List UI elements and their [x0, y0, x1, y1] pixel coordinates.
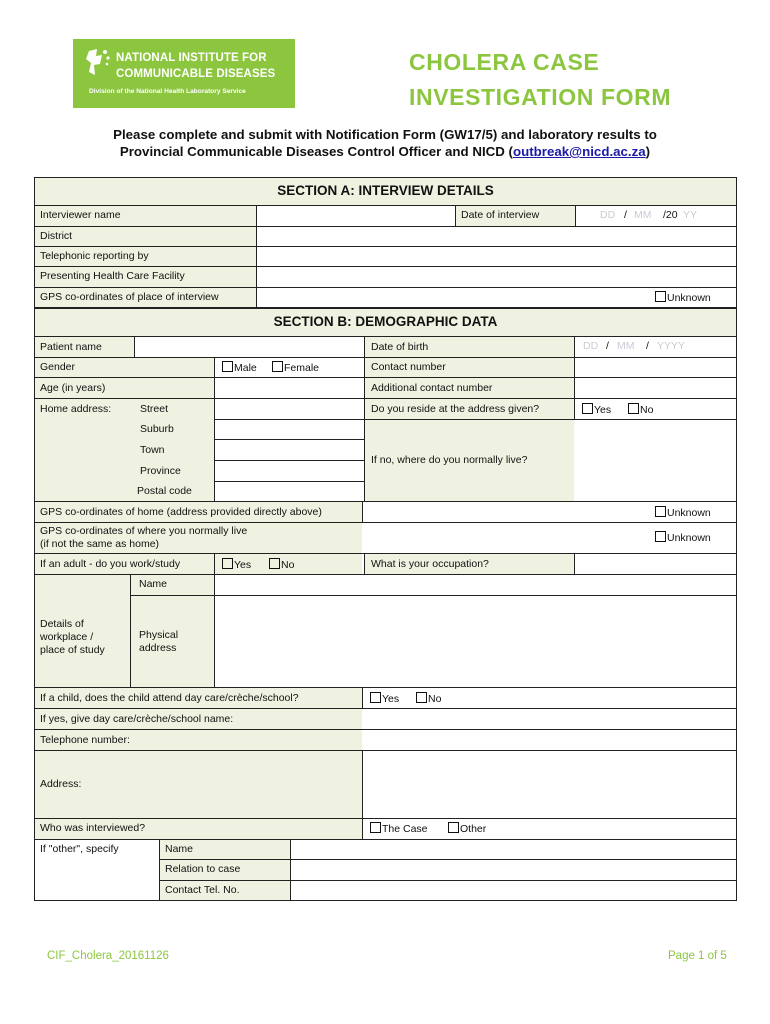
other-name-label: Name [165, 843, 194, 855]
other-label: Other [460, 823, 487, 835]
date-of-interview-field[interactable] [576, 206, 736, 226]
the-case-checkbox[interactable] [370, 822, 381, 833]
logo-line-1: NATIONAL INSTITUTE FOR [116, 52, 267, 64]
child-daycare-label: If a child, does the child attend day care/crèche/school? [40, 692, 299, 704]
details-workplace-label-3: place of study [40, 644, 105, 656]
interviewer-name-label: Interviewer name [40, 209, 121, 221]
telephonic-reporting-field[interactable] [257, 247, 736, 266]
date-yy-placeholder: YY [683, 209, 698, 221]
date-of-interview-label: Date of interview [461, 209, 540, 221]
street-label: Street [140, 403, 169, 415]
patient-name-label: Patient name [40, 341, 102, 353]
age-label: Age (in years) [40, 382, 106, 394]
gender-male-option[interactable] [222, 361, 257, 374]
contact-tel-label: Contact Tel. No. [165, 884, 240, 896]
reside-question-label: Do you reside at the address given? [371, 403, 540, 415]
reside-yes-label: Yes [594, 404, 612, 416]
female-checkbox[interactable] [272, 361, 283, 372]
section-a-title: SECTION A: INTERVIEW DETAILS [277, 183, 494, 198]
gps-home-unknown[interactable] [655, 506, 711, 519]
workplace-name-field[interactable] [215, 575, 736, 595]
dob-field[interactable] [575, 337, 736, 357]
suburb-label: Suburb [140, 423, 174, 435]
town-field[interactable] [215, 440, 364, 460]
patient-name-field[interactable] [135, 337, 364, 357]
daycare-address-label: Address: [40, 778, 82, 790]
home-address-label: Home address: [40, 403, 112, 415]
interviewer-name-field[interactable] [257, 206, 454, 226]
logo-line-3: Division of the National Health Laboratory Service [89, 88, 246, 95]
details-workplace-label-2: workplace / [40, 631, 94, 643]
daycare-yes-label: Yes [382, 693, 400, 705]
adult-work-label: If an adult - do you work/study [40, 558, 181, 570]
physical-address-label-2: address [139, 642, 177, 654]
date-separator: / [624, 209, 627, 221]
details-workplace-label-1: Details of [40, 618, 84, 630]
suburb-field[interactable] [215, 420, 364, 439]
contact-tel-field[interactable] [291, 881, 736, 900]
age-field[interactable] [215, 378, 364, 398]
province-label: Province [140, 465, 181, 477]
telephone-field[interactable] [363, 730, 736, 750]
nicd-logo [73, 39, 295, 108]
gps-home-unknown-checkbox[interactable] [655, 506, 666, 517]
gps-home-unknown-label: Unknown [667, 507, 711, 519]
daycare-address-field[interactable] [363, 751, 736, 818]
presenting-facility-label: Presenting Health Care Facility [40, 270, 185, 282]
daycare-yes-checkbox[interactable] [370, 692, 381, 703]
gps-home-field[interactable] [363, 502, 643, 522]
reside-yes-checkbox[interactable] [582, 403, 593, 414]
telephonic-reporting-label: Telephonic reporting by [40, 250, 149, 262]
other-option[interactable] [448, 822, 486, 835]
additional-contact-label: Additional contact number [371, 382, 493, 394]
dob-dd-placeholder: DD [583, 340, 599, 352]
work-no-label: No [281, 559, 295, 571]
daycare-no-option[interactable] [416, 692, 441, 705]
presenting-facility-field[interactable] [257, 267, 736, 287]
intro-line-2 [0, 144, 770, 159]
male-label: Male [234, 362, 257, 374]
gps-live-label-2: (if not the same as home) [40, 538, 160, 550]
intro-line-2-text: Provincial Communicable Diseases Control Officer and NICD ( [119, 144, 513, 159]
gps-live-unknown-checkbox[interactable] [655, 531, 666, 542]
gps-interview-label: GPS co-ordinates of place of interview [40, 291, 219, 303]
gps-interview-field[interactable] [257, 288, 647, 307]
work-no-option[interactable] [269, 558, 294, 571]
unknown-label: Unknown [667, 292, 711, 304]
date-dd-placeholder: DD [600, 209, 616, 221]
physical-address-label-1: Physical [139, 629, 179, 641]
gps-interview-unknown[interactable] [655, 291, 711, 304]
dob-mm-placeholder: MM [617, 340, 635, 352]
section-b-title: SECTION B: DEMOGRAPHIC DATA [273, 314, 498, 329]
postal-code-field[interactable] [215, 482, 364, 501]
reside-no-option[interactable] [628, 403, 653, 416]
intro-line-2-close: ) [645, 144, 651, 159]
logo-line-2: COMMUNICABLE DISEASES [116, 68, 276, 80]
reside-no-checkbox[interactable] [628, 403, 639, 414]
work-yes-checkbox[interactable] [222, 558, 233, 569]
nicd-logo-icon [83, 47, 113, 79]
daycare-name-label: If yes, give day care/crèche/school name: [40, 713, 234, 725]
other-checkbox[interactable] [448, 822, 459, 833]
town-label: Town [140, 444, 165, 456]
work-no-checkbox[interactable] [269, 558, 280, 569]
province-field[interactable] [215, 461, 364, 481]
dob-separator-2: / [646, 340, 649, 352]
reside-yes-option[interactable] [582, 403, 611, 416]
form-title-line-2: INVESTIGATION FORM [409, 84, 672, 110]
daycare-no-checkbox[interactable] [416, 692, 427, 703]
additional-contact-field[interactable] [575, 378, 736, 398]
street-field[interactable] [215, 399, 364, 419]
normally-live-field[interactable] [575, 420, 736, 501]
reside-no-label: No [640, 404, 654, 416]
normally-live-label: If no, where do you normally live? [371, 454, 528, 466]
male-checkbox[interactable] [222, 361, 233, 372]
work-yes-label: Yes [234, 559, 252, 571]
postal-code-label: Postal code [137, 485, 192, 497]
dob-label: Date of birth [371, 341, 429, 353]
unknown-checkbox[interactable] [655, 291, 666, 302]
gps-live-unknown[interactable] [655, 531, 711, 544]
gps-live-label-1: GPS co-ordinates of where you normally live [40, 525, 248, 537]
district-label: District [40, 230, 73, 242]
form-title-line-1: CHOLERA CASE [409, 49, 600, 75]
email-link[interactable]: outbreak@nicd.ac.za [512, 144, 646, 159]
if-other-label: If "other", specify [40, 843, 119, 855]
district-field[interactable] [257, 227, 736, 246]
occupation-label: What is your occupation? [371, 558, 489, 570]
contact-number-label: Contact number [371, 361, 446, 373]
gender-female-option[interactable] [272, 361, 319, 374]
relation-field[interactable] [291, 860, 736, 880]
physical-address-field[interactable] [215, 596, 736, 687]
daycare-name-field[interactable] [363, 709, 736, 729]
relation-label: Relation to case [165, 863, 241, 875]
work-yes-option[interactable] [222, 558, 251, 571]
the-case-option[interactable] [370, 822, 428, 835]
occupation-field[interactable] [575, 554, 736, 574]
gender-label: Gender [40, 361, 76, 373]
page-number: Page 1 of 5 [668, 950, 727, 962]
dob-separator-1: / [606, 340, 609, 352]
who-interviewed-label: Who was interviewed? [40, 822, 146, 834]
gps-home-label: GPS co-ordinates of home (address provided directly above) [40, 506, 322, 518]
date-mm-placeholder: MM [634, 209, 652, 221]
other-name-field[interactable] [291, 840, 736, 859]
gps-live-field[interactable] [363, 523, 643, 553]
intro-line-1: Please complete and submit with Notification Form (GW17/5) and laboratory results to [113, 127, 657, 142]
the-case-label: The Case [382, 823, 428, 835]
daycare-no-label: No [428, 693, 442, 705]
workplace-name-label: Name [139, 578, 168, 590]
dob-yyyy-placeholder: YYYY [657, 340, 686, 352]
contact-number-field[interactable] [575, 358, 736, 377]
female-label: Female [284, 362, 320, 374]
document-id: CIF_Cholera_20161126 [47, 950, 169, 962]
daycare-yes-option[interactable] [370, 692, 399, 705]
date-century: /20 [663, 209, 678, 221]
telephone-label: Telephone number: [40, 734, 130, 746]
gps-live-unknown-label: Unknown [667, 532, 711, 544]
